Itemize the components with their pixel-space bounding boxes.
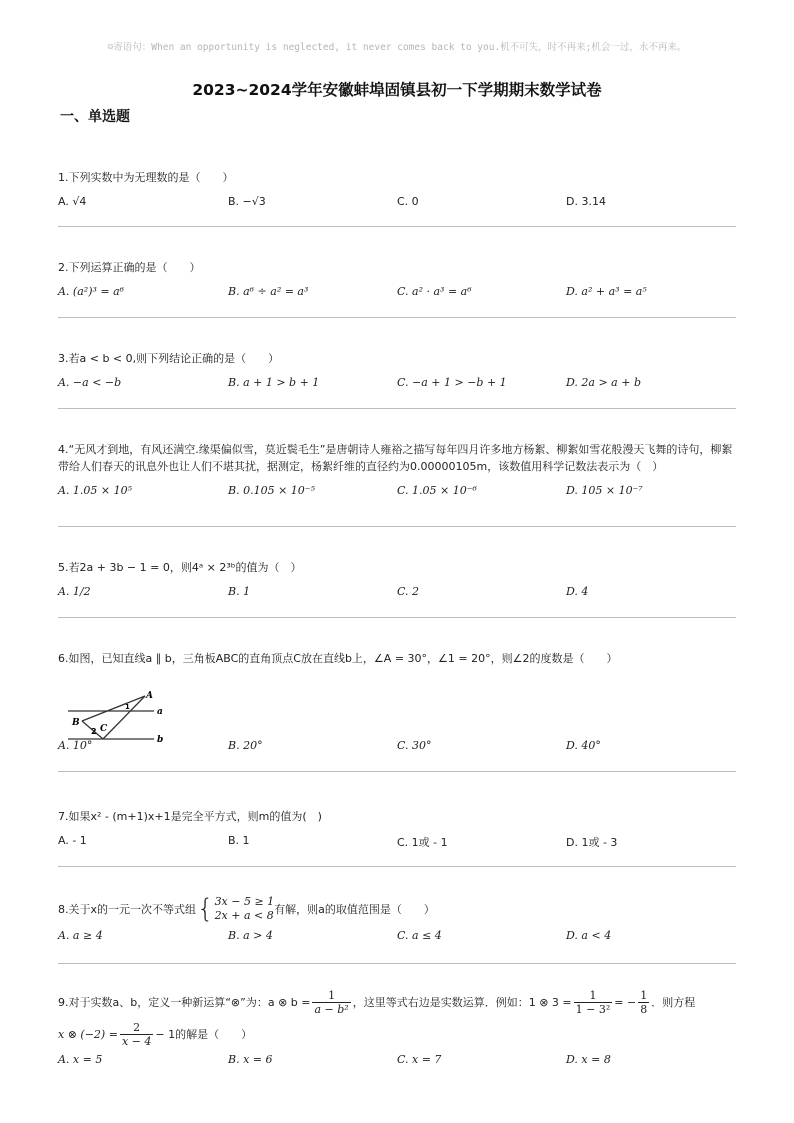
- option-c[interactable]: C. 30°: [397, 739, 432, 752]
- label-C: C: [100, 724, 108, 734]
- divider: [58, 617, 736, 618]
- options-row: [58, 376, 738, 394]
- option-a[interactable]: A. −a < −b: [58, 376, 122, 389]
- question-stem: [58, 892, 738, 926]
- option-d[interactable]: D. 2a > a + b: [566, 376, 641, 389]
- option-c[interactable]: C. 2: [397, 585, 420, 598]
- label-angle-1: 1: [125, 703, 130, 711]
- parallel-lines-triangle-figure: [58, 671, 170, 745]
- option-a[interactable]: A. 1/2: [58, 585, 91, 598]
- question-1: [58, 169, 738, 213]
- option-a[interactable]: A. 10°: [58, 739, 93, 752]
- fraction: [312, 989, 350, 1016]
- denominator: a − b²: [314, 1002, 349, 1016]
- option-c[interactable]: C. x = 7: [397, 1053, 442, 1066]
- question-3: [58, 350, 738, 394]
- option-b[interactable]: B. x = 6: [228, 1053, 273, 1066]
- fraction: [638, 989, 649, 1016]
- options-row: [58, 195, 738, 213]
- option-d[interactable]: D. 1或 - 3: [566, 836, 618, 849]
- option-a[interactable]: A. x = 5: [58, 1053, 103, 1066]
- option-b[interactable]: B. 1: [228, 834, 250, 847]
- question-7: [58, 808, 738, 852]
- question-2: [58, 259, 738, 303]
- divider: [58, 771, 736, 772]
- option-b[interactable]: B. 0.105 × 10⁻⁵: [228, 484, 315, 497]
- brace-icon: {: [197, 894, 214, 924]
- option-c[interactable]: C. 0: [397, 195, 419, 208]
- question-9: [58, 986, 738, 1071]
- question-stem: 4.“无风才到地，有风还满空.缘渠偏似雪，莫近鬓毛生”是唐朝诗人雍裕之描写每年四月许多地方杨絮、柳絮如雪花般漫天飞舞的诗句，柳絮带给人们春天的讯息外也让人们不堪其扰，据测定，杨絮纤维的直径约为0.00000105m，该数值用科学记数法表示为（ ）: [58, 443, 733, 473]
- option-a[interactable]: A. - 1: [58, 834, 87, 847]
- option-b[interactable]: B. a⁶ ÷ a² = a³: [228, 285, 309, 298]
- inequality-2: 2x + a < 8: [214, 909, 274, 922]
- section-title: 一、单选题: [60, 109, 130, 125]
- divider: [58, 963, 736, 964]
- label-A: A: [146, 691, 153, 701]
- question-8: [58, 892, 738, 947]
- option-b[interactable]: B. 20°: [228, 739, 263, 752]
- option-c[interactable]: C. 1.05 × 10⁻⁶: [397, 484, 477, 497]
- question-stem-line-2: [58, 1018, 738, 1050]
- options-row: [58, 739, 738, 757]
- divider: [58, 226, 736, 227]
- geometry-figure: [58, 671, 738, 745]
- option-b[interactable]: B. −√3: [228, 195, 266, 208]
- denominator: x − 4: [121, 1034, 152, 1048]
- denominator: 1 − 3²: [575, 1002, 611, 1016]
- fraction: [574, 989, 613, 1016]
- options-row: [58, 484, 738, 502]
- option-c[interactable]: C. 1或 - 1: [397, 836, 448, 849]
- question-stem-line-1: [58, 986, 738, 1018]
- option-c[interactable]: C. −a + 1 > −b + 1: [397, 376, 507, 389]
- stem-text: − 1的解是（ ）: [155, 1027, 253, 1041]
- stem-text: 8.关于x的一元一次不等式组: [58, 902, 197, 916]
- divider: [58, 526, 736, 527]
- options-row: [58, 585, 738, 603]
- option-d[interactable]: D. 3.14: [566, 195, 606, 208]
- option-d[interactable]: D. a < 4: [566, 929, 612, 942]
- exam-title: 2023~2024学年安徽蚌埠固镇县初一下学期期末数学试卷: [192, 81, 602, 99]
- fraction: [120, 1021, 153, 1048]
- divider: [58, 408, 736, 409]
- inequality-system: [215, 895, 275, 923]
- options-row: [58, 929, 738, 947]
- stem-text: = −: [614, 995, 637, 1009]
- option-b[interactable]: B. a + 1 > b + 1: [228, 376, 320, 389]
- denominator: 8: [640, 1002, 648, 1016]
- options-row: [58, 285, 738, 303]
- stem-text: 9.对于实数a、b，定义一种新运算“⊗”为：a ⊗ b =: [58, 995, 311, 1009]
- label-line-a: a: [157, 707, 163, 717]
- options-row: [58, 1053, 738, 1071]
- options-row: [58, 834, 738, 852]
- divider: [58, 317, 736, 318]
- question-6: [58, 650, 738, 757]
- question-4: [58, 441, 738, 502]
- option-a[interactable]: A. 1.05 × 10⁵: [58, 484, 133, 497]
- question-stem: 2.下列运算正确的是（ ）: [58, 261, 201, 274]
- numerator: 1: [640, 988, 648, 1002]
- option-b[interactable]: B. 1: [228, 585, 251, 598]
- option-d[interactable]: D. 105 × 10⁻⁷: [566, 484, 643, 497]
- option-b[interactable]: B. a > 4: [228, 929, 273, 942]
- option-d[interactable]: D. 40°: [566, 739, 601, 752]
- option-a[interactable]: A. (a²)³ = a⁶: [58, 285, 125, 298]
- option-a[interactable]: A. a ≥ 4: [58, 929, 103, 942]
- divider: [58, 866, 736, 867]
- question-stem: 1.下列实数中为无理数的是（ ）: [58, 171, 234, 184]
- stem-text: x ⊗ (−2) =: [58, 1027, 118, 1041]
- option-d[interactable]: D. 4: [566, 585, 589, 598]
- question-5: [58, 559, 738, 603]
- numerator: 1: [328, 988, 336, 1002]
- label-B: B: [72, 718, 80, 728]
- label-line-b: b: [157, 735, 164, 745]
- numerator: 2: [133, 1020, 141, 1034]
- label-angle-2: 2: [91, 727, 97, 736]
- option-c[interactable]: C. a ≤ 4: [397, 929, 442, 942]
- question-stem: 3.若a < b < 0,则下列结论正确的是（ ）: [58, 352, 280, 365]
- numerator: 1: [589, 988, 597, 1002]
- question-stem: 7.如果x² - (m+1)x+1是完全平方式，则m的值为( ): [58, 810, 322, 823]
- option-d[interactable]: D. a² + a³ = a⁵: [566, 285, 647, 298]
- question-stem: 5.若2a + 3b − 1 = 0，则4ᵃ × 2³ᵇ的值为（ ）: [58, 561, 302, 574]
- stem-text: ，这里等式右边是实数运算．例如：1 ⊗ 3 =: [352, 995, 572, 1009]
- header-motto: ☺寄语句：When an opportunity is neglected, it never comes back to you.机不可失，时不再来;机会一过，永不再来。: [107, 42, 687, 53]
- option-a[interactable]: A. √4: [58, 195, 87, 208]
- stem-text: 有解，则a的取值范围是（ ）: [274, 902, 435, 916]
- option-d[interactable]: D. x = 8: [566, 1053, 611, 1066]
- option-c[interactable]: C. a² · a³ = a⁶: [397, 285, 472, 298]
- question-stem: 6.如图，已知直线a ∥ b，三角板ABC的直角顶点C放在直线b上，∠A = 30°，∠1 = 20°，则∠2的度数是（ ）: [58, 652, 618, 665]
- stem-text: ．则方程: [651, 995, 696, 1009]
- inequality-1: 3x − 5 ≥ 1: [214, 895, 275, 908]
